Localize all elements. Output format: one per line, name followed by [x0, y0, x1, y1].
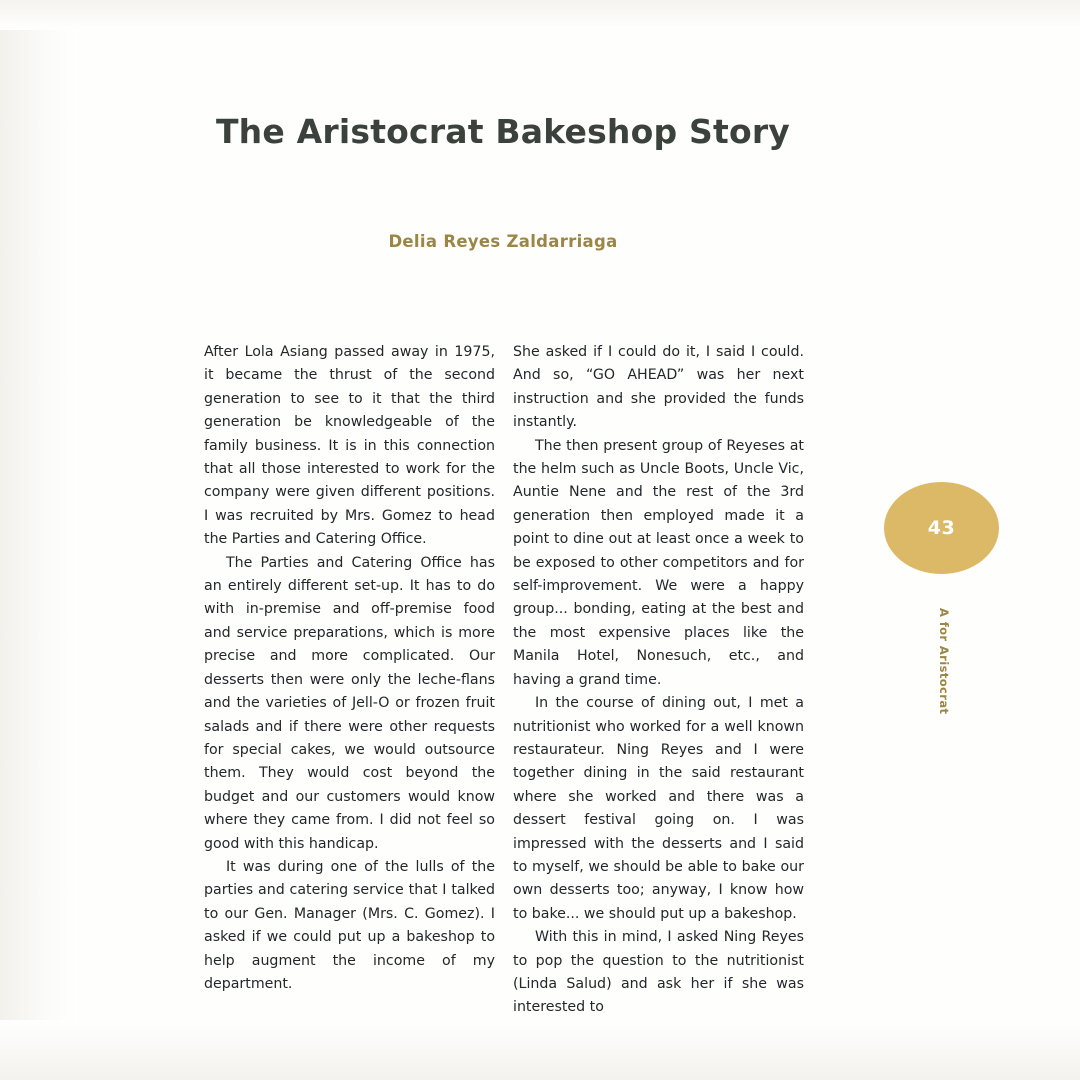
page-edge-shadow-left: [0, 0, 78, 1080]
page-title-text: The Aristocrat Bakeshop Story: [215, 112, 791, 151]
paragraph: The then present group of Reyeses at the helm such as Uncle Boots, Uncle Vic, Auntie Nene and the rest of the 3rd generation then employed made it a point to dine out at least once a week to be exposed to other competitors and for self-improvement. We were a happy group... bonding, eating at the best and the most expensive places like the Manila Hotel, Nonesuch, etc., and having a grand time.: [513, 437, 804, 688]
paragraph: After Lola Asiang passed away in 1975, it became the thrust of the second generation to see to it that the third generation be knowledgeable of the family business. It is in this connection that all those interested to work for the company were given different positions. I was recruited by Mrs. Gomez to head the Parties and Catering Office.: [204, 344, 495, 548]
page-edge-shadow-top: [0, 0, 1080, 30]
paragraph: With this in mind, I asked Ning Reyes to pop the question to the nutritionist (Linda Salud) and ask her if she was interested to: [513, 929, 804, 1016]
right-column: [513, 341, 804, 1020]
page-number: 43: [927, 517, 956, 539]
paragraph: It was during one of the lulls of the parties and catering service that I talked to our Gen. Manager (Mrs. C. Gomez). I asked if we could put up a bakeshop to help augment the income of my department.: [204, 858, 495, 992]
running-head: A for Aristocrat: [937, 608, 951, 715]
page-number-badge: [884, 482, 999, 574]
left-column: [204, 341, 495, 1020]
body-text: [204, 341, 804, 1020]
paragraph: The Parties and Catering Office has an entirely different set-up. It has to do with in-premise and off-premise food and service preparations, which is more precise and more complicated. Our desserts then were only the leche-flans and the varieties of Jell-O or frozen fruit salads and if there were other requests for special cakes, we would outsource them. They would cost beyond the budget and our customers would know where they came from. I did not feel so good with this handicap.: [204, 554, 495, 852]
paragraph: She asked if I could do it, I said I could. And so, “GO AHEAD” was her next instruction and she provided the funds instantly.: [513, 344, 804, 431]
paragraph: In the course of dining out, I met a nutritionist who worked for a well known restaurateur. Ning Reyes and I were together dining in the said restaurant where she worked and there was a dessert festival going on. I was impressed with the desserts and I said to myself, we should be able to bake our own desserts too; anyway, I know how to bake... we should put up a bakeshop.: [513, 695, 804, 922]
author-byline: [0, 232, 1080, 251]
page-edge-shadow-bottom: [0, 1020, 1080, 1080]
author-name: Delia Reyes Zaldarriaga: [388, 232, 618, 251]
page-title: [0, 112, 1080, 151]
